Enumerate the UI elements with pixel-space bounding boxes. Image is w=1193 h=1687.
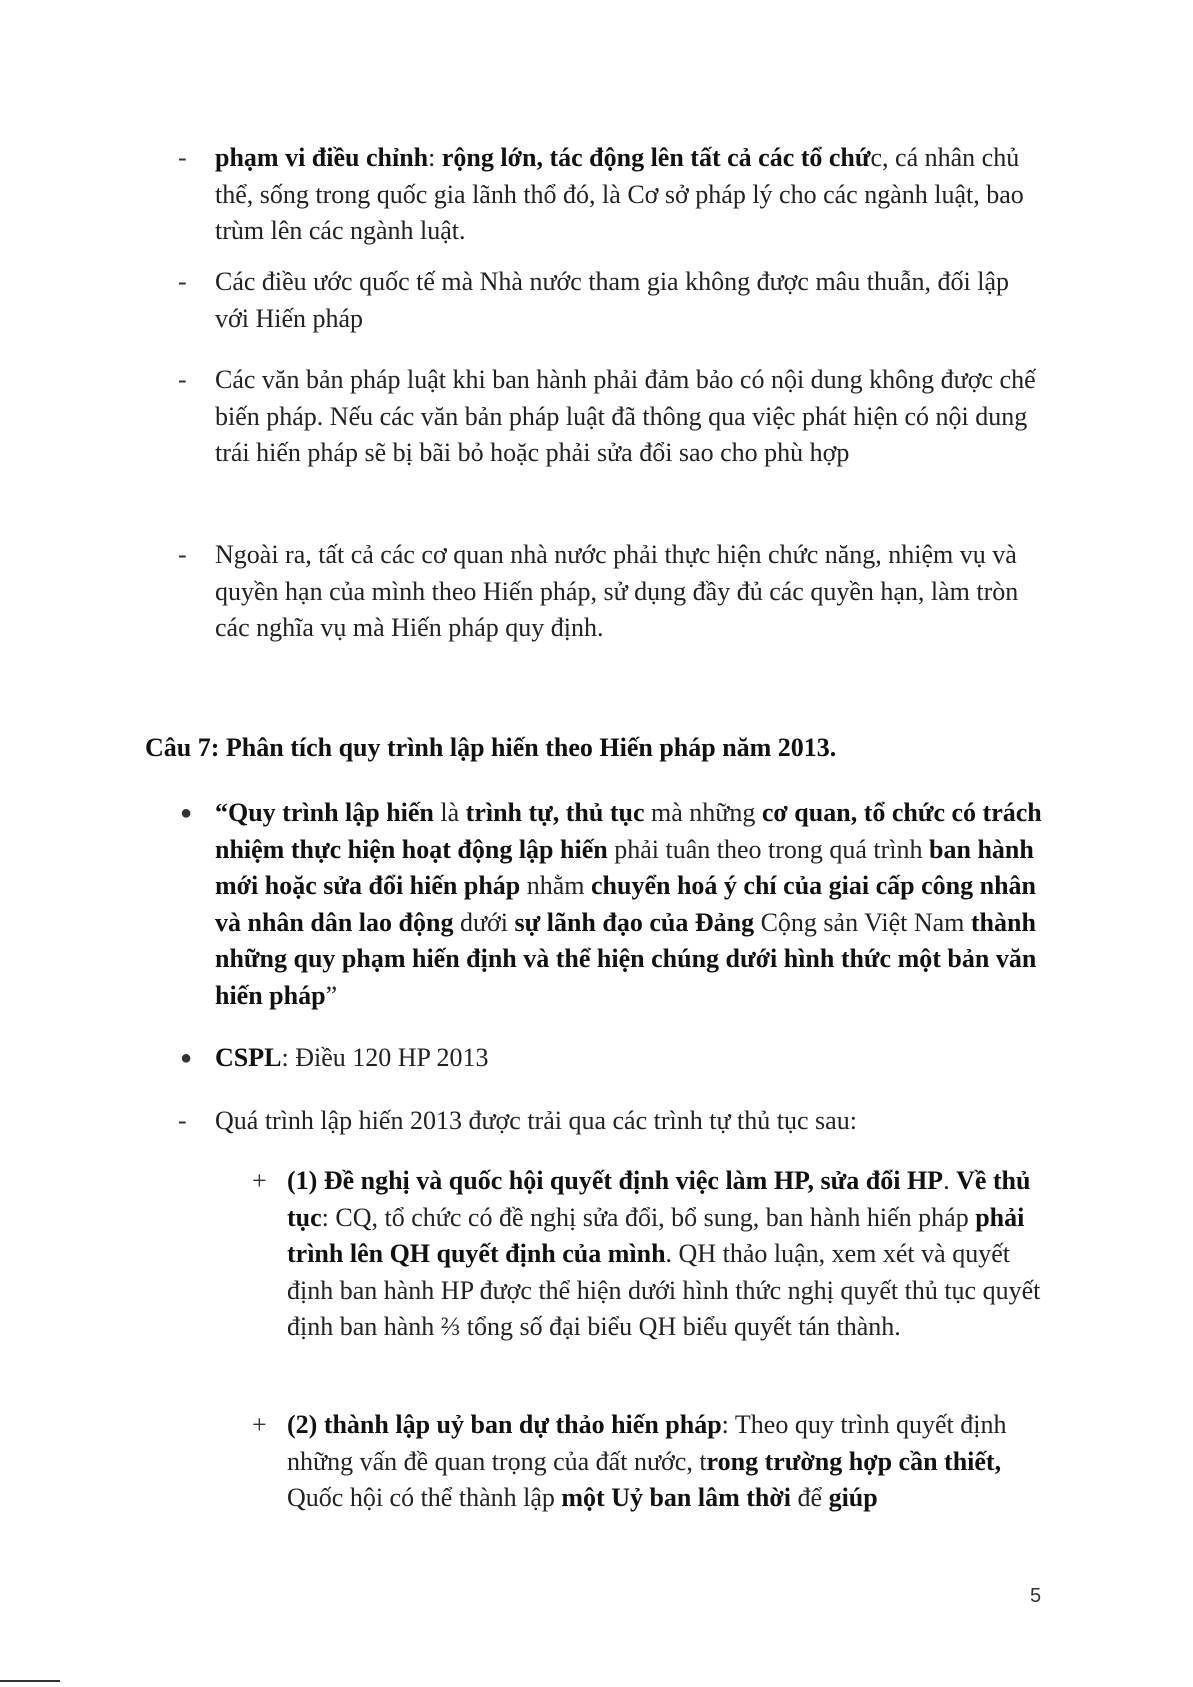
paragraph-text: [215, 1040, 1055, 1077]
bullet-marker: ●: [180, 1047, 193, 1069]
text-run: để: [791, 1483, 829, 1512]
plus-marker: +: [252, 1166, 267, 1195]
bold-text: thành những quy phạm hiến định và thể hiện chúng dưới hình thức một bản văn hiến pháp: [215, 907, 1037, 1010]
text-run: c, cá nhân chủ thể, sống trong quốc gia lãnh thổ đó, là Cơ sở pháp lý cho các ngành luật, bao trùm lên các ngành luật.: [215, 143, 1024, 245]
bold-text: một Uỷ ban lâm thời: [561, 1483, 792, 1512]
text-run: : Điều 120 HP 2013: [281, 1043, 489, 1072]
text-run: dưới: [453, 907, 515, 937]
bold-text: rộng lớn, tác động lên tất cả các tổ chứ: [441, 143, 871, 172]
paragraph-text: [215, 264, 1045, 337]
bold-text: sự lãnh đạo của Đảng: [514, 907, 755, 937]
bold-text: CSPL: [215, 1043, 282, 1072]
bold-text: phạm vi điều chỉnh: [215, 143, 429, 172]
bold-text: (2) thành lập uỷ ban dự thảo hiến pháp: [287, 1410, 722, 1439]
dash-marker: -: [178, 365, 187, 394]
text-run: : Theo quy trình quyết định những vấn đề quan trọng của đất nước, t: [287, 1410, 1007, 1476]
paragraph-text: [215, 362, 1045, 472]
dash-marker: -: [178, 1106, 187, 1135]
dash-marker: -: [178, 143, 187, 172]
paragraph-text: [287, 1407, 1049, 1517]
text-run: là: [433, 798, 466, 827]
text-run: .: [943, 1166, 957, 1195]
bold-text: Về thủ tục: [287, 1166, 1031, 1232]
bold-text: giúp: [828, 1483, 878, 1512]
text-run: Ngoài ra, tất cả các cơ quan nhà nước phải thực hiện chức năng, nhiệm vụ và quyền hạn của mình theo Hiến pháp, sử dụng đầy đủ các quyền hạn, làm tròn các nghĩa vụ mà Hiến pháp quy định.: [215, 540, 1019, 642]
bullet-marker: ●: [180, 802, 193, 824]
text-run: nhằm: [520, 871, 592, 900]
bold-text: trình tự, thủ tục: [465, 798, 645, 827]
text-run: Các văn bản pháp luật khi ban hành phải đảm bảo có nội dung không được chế biến pháp. Nếu các văn bản pháp luật đã thông qua việc phát hiện có nội dung trái hiến pháp sẽ bị bãi bỏ hoặc phải sửa đổi sao cho phù hợp: [215, 365, 1036, 467]
text-run: Các điều ước quốc tế mà Nhà nước tham gia không được mâu thuẫn, đối lập với Hiến pháp: [215, 267, 1009, 333]
footer-rule: [0, 1680, 60, 1682]
bold-text: (1) Đề nghị và quốc hội quyết định việc làm HP, sửa đổi HP: [287, 1166, 944, 1195]
text-run: Quá trình lập hiến 2013 được trải qua các trình tự thủ tục sau:: [215, 1106, 857, 1135]
bold-text: ban hành mới hoặc sửa đổi hiến pháp: [215, 834, 1034, 900]
page-number: 5: [1030, 1585, 1042, 1607]
paragraph-text: [215, 537, 1055, 647]
paragraph-text: [215, 1103, 1055, 1140]
section-heading: Câu 7: Phân tích quy trình lập hiến theo Hiến pháp năm 2013.: [145, 733, 837, 762]
paragraph-text: [215, 795, 1060, 1014]
dash-marker: -: [178, 267, 187, 296]
text-run: Cộng sản Việt Nam: [754, 907, 971, 937]
text-run: mà những: [644, 798, 762, 827]
text-run: . QH thảo luận, xem xét và quyết định ban hành HP được thể hiện dưới hình thức nghị quyết thủ tục quyết định ban hành ⅔ tổng số đại biểu QH biểu quyết tán thành.: [287, 1239, 1041, 1341]
bold-text: “Quy trình lập hiến: [215, 798, 434, 827]
text-run: : CQ, tổ chức có đề nghị sửa đổi, bổ sung, ban hành hiến pháp: [321, 1202, 976, 1232]
dash-marker: -: [178, 540, 187, 569]
bold-text: chuyển hoá ý chí của giai cấp công nhân và nhân dân lao động: [215, 871, 1036, 937]
text-run: phải tuân theo trong quá trình: [607, 834, 930, 864]
paragraph-text: [215, 140, 1045, 250]
bold-text: rong trường hợp cần thiết,: [706, 1446, 1002, 1476]
text-run: Quốc hội có thể thành lập: [287, 1483, 562, 1512]
text-run: ”: [325, 980, 338, 1010]
plus-marker: +: [252, 1410, 267, 1439]
text-run: :: [428, 143, 442, 172]
bold-text: cơ quan, tổ chức có trách nhiệm thực hiện hoạt động lập hiến: [215, 798, 1042, 864]
paragraph-text: [287, 1163, 1049, 1346]
bold-text: phải trình lên QH quyết định của mình: [287, 1202, 1025, 1268]
